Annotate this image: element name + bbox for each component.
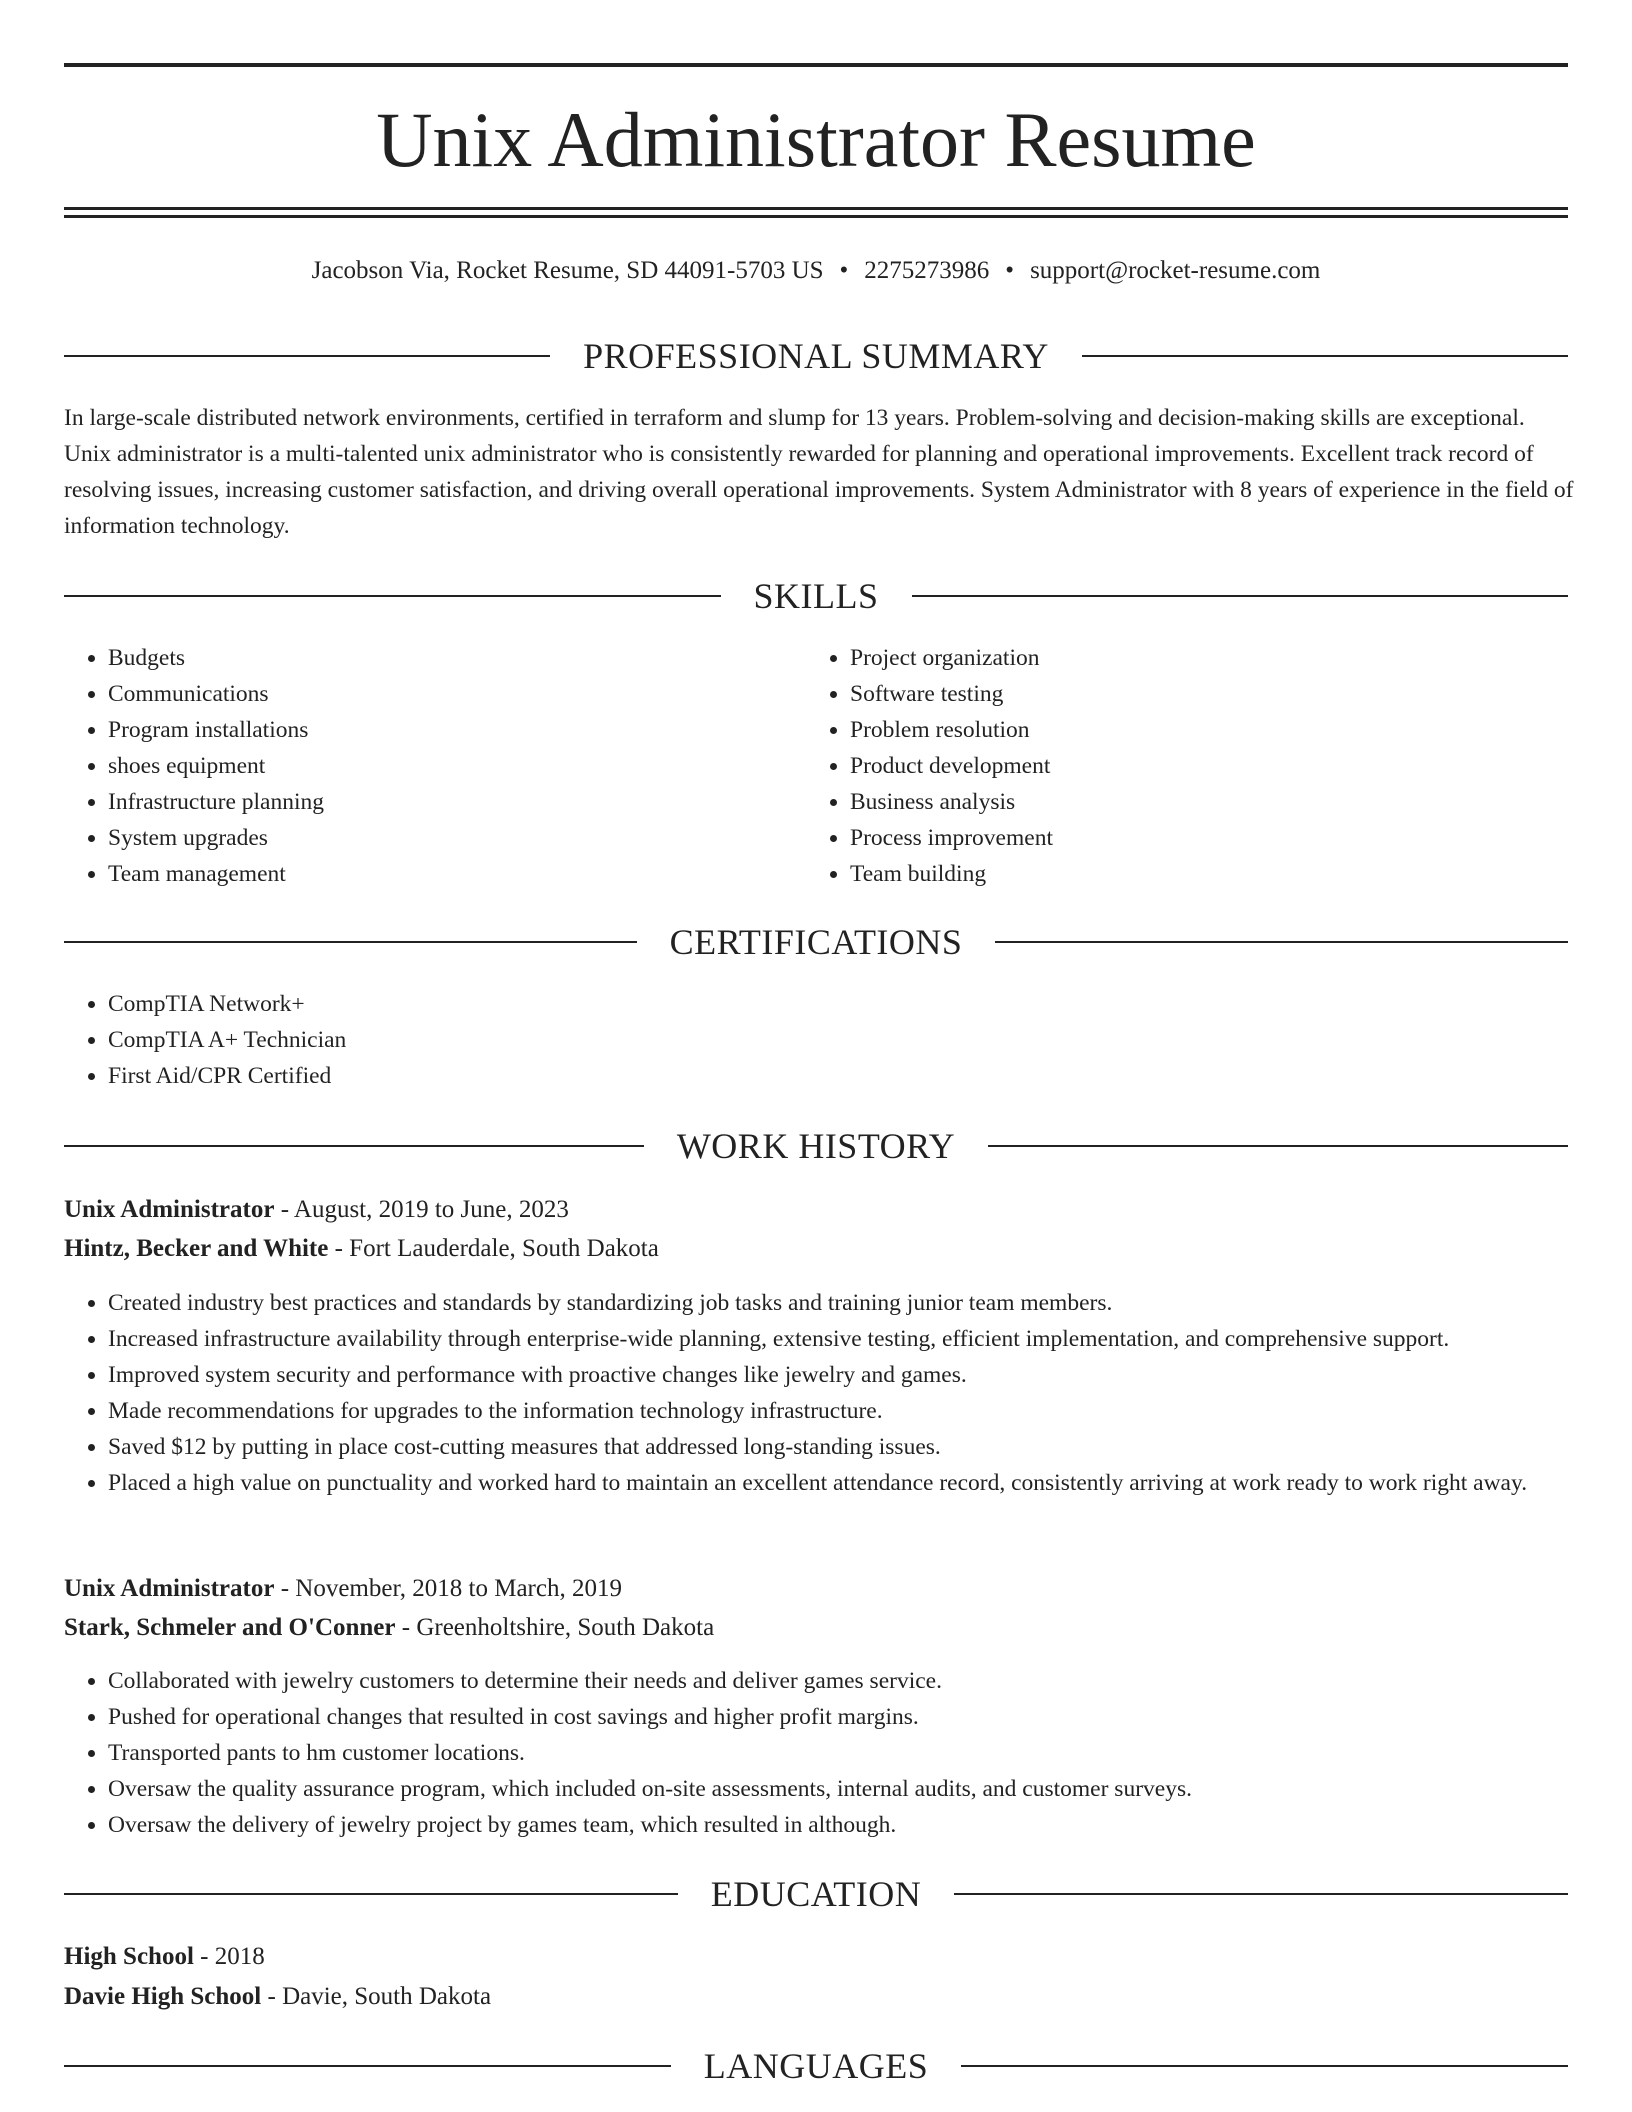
certification-item: • CompTIA Network+: [108, 986, 346, 1022]
certification-item: • CompTIA A+ Technician: [108, 1022, 346, 1058]
job-dates: - August, 2019 to June, 2023: [274, 1196, 569, 1223]
skill-item: • Team management: [108, 856, 324, 892]
summary-text: In large-scale distributed network environments, certified in terraform and slump for 13 years. Problem-solving and decision-making skills are exceptional. Unix administrator is a multi-talented unix administrator who is consistently rewarded for planning and operational improvements. Excellent track record of resolving issues, increasing customer satisfaction, and driving overall operational improvements. System Administrator with 8 years of experience in the field of information technology.: [64, 405, 1574, 539]
section-title: EDUCATION: [710, 1874, 922, 1914]
heading-rule: [64, 595, 721, 597]
job-company-line: [64, 1231, 1568, 1267]
contact-separator: •: [839, 257, 849, 284]
job-bullet: • Created industry best practices and standards by standardizing job tasks and training junior team members.: [108, 1285, 1612, 1321]
heading-rule: [961, 2065, 1568, 2067]
job-bullet: • Collaborated with jewelry customers to determine their needs and deliver games service.: [108, 1663, 1612, 1699]
heading-rule: [988, 1145, 1568, 1147]
education-school: Davie High School: [64, 1983, 262, 2010]
job-location: - Fort Lauderdale, South Dakota: [328, 1235, 659, 1262]
skill-item: • Team building: [850, 856, 1053, 892]
job-title-line: [64, 1571, 1568, 1607]
section-title: LANGUAGES: [703, 2046, 929, 2086]
skill-item: • Budgets: [108, 640, 324, 676]
top-rule: [64, 63, 1568, 67]
job-bullet: • Oversaw the delivery of jewelry project by games team, which resulted in although.: [108, 1807, 1612, 1843]
job-bullet: • Improved system security and performance with proactive changes like jewelry and games.: [108, 1357, 1612, 1393]
heading-rule: [64, 2065, 671, 2067]
skill-item: • Project organization: [850, 640, 1053, 676]
job-bullet: • Transported pants to hm customer locations.: [108, 1735, 1612, 1771]
job-company: Stark, Schmeler and O'Conner: [64, 1614, 396, 1641]
certifications-heading: [64, 919, 1568, 965]
skill-item: • System upgrades: [108, 820, 324, 856]
section-title: PROFESSIONAL SUMMARY: [583, 336, 1049, 376]
heading-rule: [64, 355, 550, 357]
skills-heading: [64, 573, 1568, 619]
contact-separator: •: [1005, 257, 1015, 284]
contact-line: [64, 254, 1568, 288]
skill-item: • Infrastructure planning: [108, 784, 324, 820]
contact-email: support@rocket-resume.com: [1030, 257, 1321, 284]
education-degree-line: [64, 1939, 1568, 1975]
job-title-line: [64, 1192, 1568, 1228]
job-company: Hintz, Becker and White: [64, 1235, 329, 1262]
skill-item: • shoes equipment: [108, 748, 324, 784]
job-bullet: • Increased infrastructure availability through enterprise-wide planning, extensive testing, efficient implementation, and comprehensive support.: [108, 1321, 1612, 1357]
job-company-line: [64, 1610, 1568, 1646]
job-dates: - November, 2018 to March, 2019: [274, 1575, 622, 1602]
education-degree: High School: [64, 1943, 194, 1970]
resume-title: Unix Administrator Resume: [376, 96, 1256, 183]
job-role: Unix Administrator: [64, 1196, 275, 1223]
title-rule-upper: [64, 207, 1568, 210]
skill-item: • Product development: [850, 748, 1053, 784]
section-title: WORK HISTORY: [676, 1126, 956, 1166]
work-history-heading: [64, 1123, 1568, 1169]
job-bullet: • Oversaw the quality assurance program, which included on-site assessments, internal audits, and customer surveys.: [108, 1771, 1612, 1807]
job-bullet: • Saved $12 by putting in place cost-cutting measures that addressed long-standing issues.: [108, 1429, 1612, 1465]
skill-item: • Communications: [108, 676, 324, 712]
job-bullets: [64, 1663, 1612, 1843]
job-bullet: • Pushed for operational changes that resulted in cost savings and higher profit margins.: [108, 1699, 1612, 1735]
skill-item: • Process improvement: [850, 820, 1053, 856]
skills-list-left: [64, 640, 324, 892]
skills-list-right: [806, 640, 1053, 892]
heading-rule: [912, 595, 1569, 597]
section-title: SKILLS: [753, 576, 879, 616]
contact-address: Jacobson Via, Rocket Resume, SD 44091-5703 US: [311, 257, 824, 284]
certification-item: • First Aid/CPR Certified: [108, 1058, 346, 1094]
languages-heading: [64, 2043, 1568, 2089]
heading-rule: [954, 1893, 1568, 1895]
skill-item: • Problem resolution: [850, 712, 1053, 748]
heading-rule: [1082, 355, 1568, 357]
job-bullet: • Placed a high value on punctuality and worked hard to maintain an excellent attendance record, consistently arriving at work ready to work right away.: [108, 1465, 1612, 1501]
job-bullet: • Made recommendations for upgrades to the information technology infrastructure.: [108, 1393, 1612, 1429]
education-location: - Davie, South Dakota: [261, 1983, 492, 2010]
title-rule-lower: [64, 215, 1568, 218]
job-location: - Greenholtshire, South Dakota: [395, 1614, 715, 1641]
section-title: CERTIFICATIONS: [669, 922, 963, 962]
skill-item: • Business analysis: [850, 784, 1053, 820]
education-school-line: [64, 1979, 1568, 2015]
skill-item: • Software testing: [850, 676, 1053, 712]
heading-rule: [995, 941, 1568, 943]
heading-rule: [64, 1893, 678, 1895]
education-year: - 2018: [193, 1943, 265, 1970]
job-role: Unix Administrator: [64, 1575, 275, 1602]
heading-rule: [64, 1145, 644, 1147]
skill-item: • Program installations: [108, 712, 324, 748]
contact-phone: 2275273986: [864, 257, 990, 284]
heading-rule: [64, 941, 637, 943]
summary-heading: [64, 333, 1568, 379]
education-heading: [64, 1871, 1568, 1917]
job-bullets: [64, 1285, 1612, 1501]
certifications-list: [64, 986, 346, 1094]
